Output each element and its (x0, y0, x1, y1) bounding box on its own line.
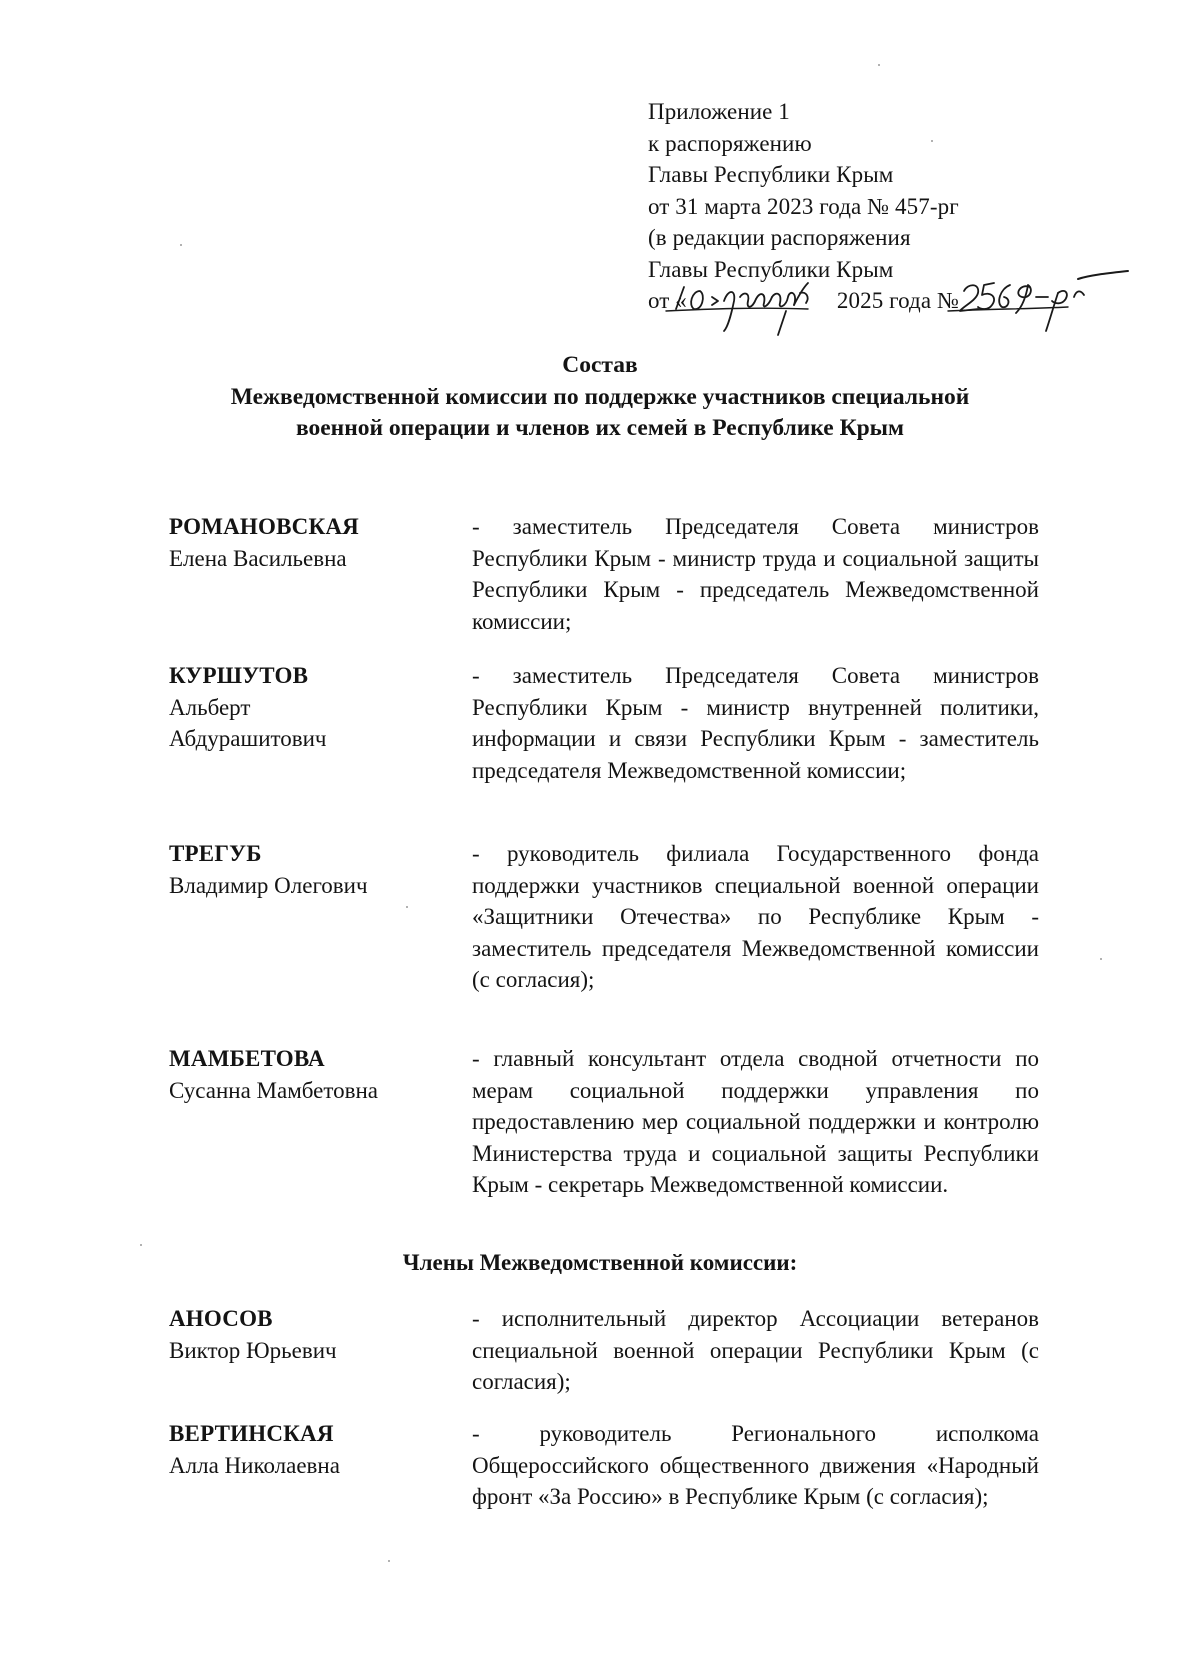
member-name (169, 1303, 459, 1366)
member-given-name: Владимир Олегович (169, 872, 368, 898)
edition-date-line (648, 285, 1148, 317)
member-given-name: Сусанна Мамбетовна (169, 1077, 378, 1103)
attachment-line: Приложение 1 (648, 99, 790, 124)
member-name (169, 838, 459, 901)
document-title (150, 350, 1050, 445)
member-name (169, 511, 459, 574)
scan-speck (1100, 958, 1102, 960)
title-line-2: Межведомственной комиссии по поддержке участников специальной (230, 383, 970, 410)
member-given-name: Виктор Юрьевич (169, 1337, 337, 1363)
members-heading: Члены Межведомственной комиссии: (402, 1250, 798, 1275)
member-name (169, 1043, 459, 1106)
attachment-line: (в редакции распоряжения (648, 225, 911, 250)
attachment-line: Главы Республики Крым (648, 256, 894, 282)
handwritten-date-and-number (648, 257, 1128, 333)
member-role: - руководитель филиала Государственного фонда поддержки участников специальной военной операции «Защитники Отечества» по Республике Крым - заместитель председателя Межведомственной комиссии (с согласия); (472, 841, 1039, 992)
member-role: - заместитель Председателя Совета министров Республики Крым - министр труда и социальной защиты Республики Крым - председатель Межведомственной комиссии; (472, 514, 1039, 634)
member-surname: АНОСОВ (169, 1306, 273, 1331)
member-given-name: Елена Васильевна (169, 545, 347, 571)
title-line-1: Состав (562, 352, 638, 378)
member-given-name: Альберт Абдурашитович (169, 694, 327, 751)
member-role: - исполнительный директор Ассоциации ветеранов специальной военной операции Республики Крым (с согласия); (472, 1306, 1039, 1394)
member-name (169, 1418, 459, 1481)
member-surname: ВЕРТИНСКАЯ (169, 1421, 334, 1446)
member-surname: ТРЕГУБ (169, 841, 262, 866)
scan-speck (180, 244, 182, 246)
member-surname: РОМАНОВСКАЯ (169, 514, 359, 539)
member-given-name: Алла Николаевна (169, 1452, 340, 1478)
edition-date-prefix: от « (648, 288, 687, 313)
title-line-3: военной операции и членов их семей в Республике Крым (295, 415, 905, 441)
scan-speck (140, 1244, 142, 1246)
scan-speck (878, 64, 880, 66)
member-surname: МАМБЕТОВА (169, 1046, 325, 1071)
attachment-line: Главы Республики Крым (648, 162, 894, 187)
attachment-line: к распоряжению (648, 130, 812, 156)
member-role: - главный консультант отдела сводной отчетности по мерам социальной поддержки управления по предоставлению мер социальной поддержки и контролю Министерства труда и социальной защиты Республики Крым - секретарь Межведомственной комиссии. (472, 1046, 1039, 1197)
edition-date-year: 2025 года № (836, 288, 960, 313)
member-role: - руководитель Регионального исполкома Общероссийского общественного движения «Народный фронт «За Россию» в Республике Крым (с согласия); (472, 1421, 1039, 1509)
member-surname: КУРШУТОВ (169, 663, 309, 688)
scan-speck (406, 906, 408, 908)
member-name (169, 660, 459, 755)
scan-speck (388, 1560, 390, 1562)
attachment-line: от 31 марта 2023 года № 457-рг (648, 193, 959, 219)
attachment-block (648, 96, 1148, 317)
member-role: - заместитель Председателя Совета министров Республики Крым - министр внутренней политики, информации и связи Республики Крым - заместитель председателя Межведомственной комиссии; (472, 663, 1039, 783)
scan-speck (931, 140, 933, 142)
